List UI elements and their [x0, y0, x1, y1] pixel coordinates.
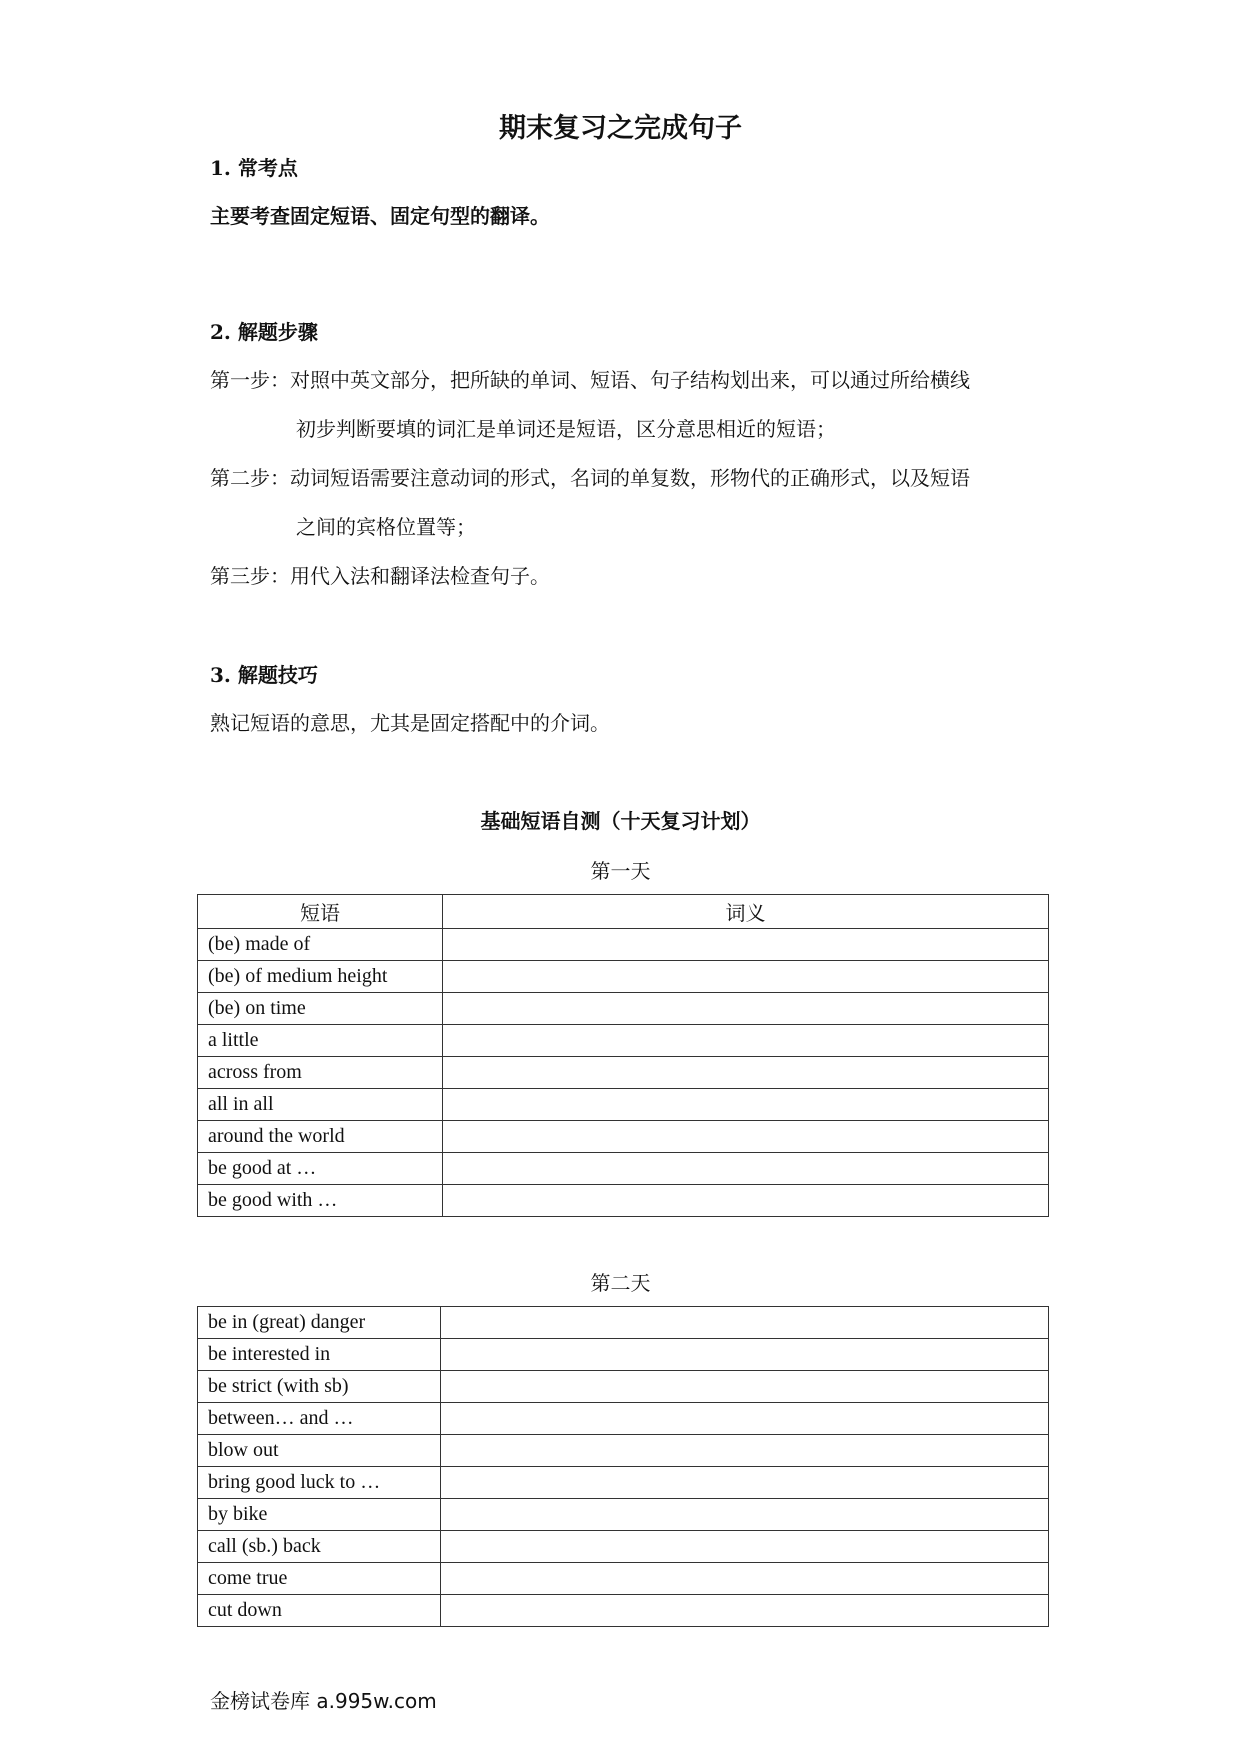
table-row — [198, 1531, 1049, 1563]
meaning-blank-cell[interactable] — [443, 929, 1049, 961]
meaning-blank-cell[interactable] — [441, 1371, 1049, 1403]
table-row — [198, 1339, 1049, 1371]
header-phrase: 短语 — [198, 895, 443, 929]
meaning-blank-cell[interactable] — [443, 993, 1049, 1025]
selftest-title: 基础短语自测（十天复习计划） — [480, 809, 761, 833]
phrase-cell: between… and … — [198, 1403, 441, 1435]
phrase-cell: be strict (with sb) — [198, 1371, 441, 1403]
table-row — [198, 1563, 1049, 1595]
meaning-blank-cell[interactable] — [441, 1403, 1049, 1435]
day2-table — [197, 1306, 1049, 1627]
day2-label: 第二天 — [590, 1271, 651, 1295]
page-title: 期末复习之完成句子 — [499, 113, 742, 144]
phrase-cell: a little — [198, 1025, 443, 1057]
table-row — [198, 1403, 1049, 1435]
step2-line1: 第二步：动词短语需要注意动词的形式，名词的单复数，形物代的正确形式，以及短语 — [210, 466, 970, 490]
phrase-cell: cut down — [198, 1595, 441, 1627]
phrase-cell: be in (great) danger — [198, 1307, 441, 1339]
table-row — [198, 1435, 1049, 1467]
meaning-blank-cell[interactable] — [443, 1025, 1049, 1057]
table-row — [198, 1467, 1049, 1499]
meaning-blank-cell[interactable] — [443, 1185, 1049, 1217]
table-row — [198, 1371, 1049, 1403]
table-row — [198, 1499, 1049, 1531]
section2-heading: 2. 解题步骤 — [210, 320, 318, 344]
phrase-cell: around the world — [198, 1121, 443, 1153]
table-row — [198, 1185, 1049, 1217]
footer-watermark: 金榜试卷库 a.995w.com — [210, 1689, 437, 1713]
table-row — [198, 1025, 1049, 1057]
meaning-blank-cell[interactable] — [443, 1057, 1049, 1089]
header-meaning: 词义 — [443, 895, 1049, 929]
day1-label: 第一天 — [590, 859, 651, 883]
table-row — [198, 1089, 1049, 1121]
meaning-blank-cell[interactable] — [443, 1153, 1049, 1185]
meaning-blank-cell[interactable] — [443, 1089, 1049, 1121]
phrase-cell: bring good luck to … — [198, 1467, 441, 1499]
step2-line2: 之间的宾格位置等； — [296, 515, 476, 539]
section1-text: 主要考查固定短语、固定句型的翻译。 — [210, 204, 550, 228]
step1-line2: 初步判断要填的词汇是单词还是短语，区分意思相近的短语； — [296, 417, 836, 441]
phrase-cell: call (sb.) back — [198, 1531, 441, 1563]
meaning-blank-cell[interactable] — [441, 1531, 1049, 1563]
table-row — [198, 1121, 1049, 1153]
phrase-cell: (be) on time — [198, 993, 443, 1025]
table-row — [198, 993, 1049, 1025]
phrase-cell: come true — [198, 1563, 441, 1595]
meaning-blank-cell[interactable] — [441, 1595, 1049, 1627]
phrase-cell: blow out — [198, 1435, 441, 1467]
meaning-blank-cell[interactable] — [441, 1435, 1049, 1467]
day1-table — [197, 894, 1049, 1217]
meaning-blank-cell[interactable] — [443, 961, 1049, 993]
step1-line1: 第一步：对照中英文部分，把所缺的单词、短语、句子结构划出来，可以通过所给横线 — [210, 368, 970, 392]
table-row — [198, 961, 1049, 993]
step3-text: 第三步：用代入法和翻译法检查句子。 — [210, 564, 550, 588]
phrase-cell: be interested in — [198, 1339, 441, 1371]
table-row — [198, 929, 1049, 961]
table-row — [198, 1307, 1049, 1339]
table-row — [198, 1057, 1049, 1089]
phrase-cell: all in all — [198, 1089, 443, 1121]
table-row — [198, 1595, 1049, 1627]
meaning-blank-cell[interactable] — [441, 1307, 1049, 1339]
meaning-blank-cell[interactable] — [443, 1121, 1049, 1153]
meaning-blank-cell[interactable] — [441, 1563, 1049, 1595]
phrase-cell: (be) made of — [198, 929, 443, 961]
phrase-cell: across from — [198, 1057, 443, 1089]
meaning-blank-cell[interactable] — [441, 1467, 1049, 1499]
phrase-cell: (be) of medium height — [198, 961, 443, 993]
meaning-blank-cell[interactable] — [441, 1499, 1049, 1531]
section3-text: 熟记短语的意思，尤其是固定搭配中的介词。 — [210, 711, 610, 735]
section3-heading: 3. 解题技巧 — [210, 663, 318, 687]
phrase-cell: be good at … — [198, 1153, 443, 1185]
table-row — [198, 1153, 1049, 1185]
phrase-cell: by bike — [198, 1499, 441, 1531]
table-header-row — [198, 895, 1049, 929]
meaning-blank-cell[interactable] — [441, 1339, 1049, 1371]
section1-heading: 1. 常考点 — [210, 156, 298, 180]
phrase-cell: be good with … — [198, 1185, 443, 1217]
